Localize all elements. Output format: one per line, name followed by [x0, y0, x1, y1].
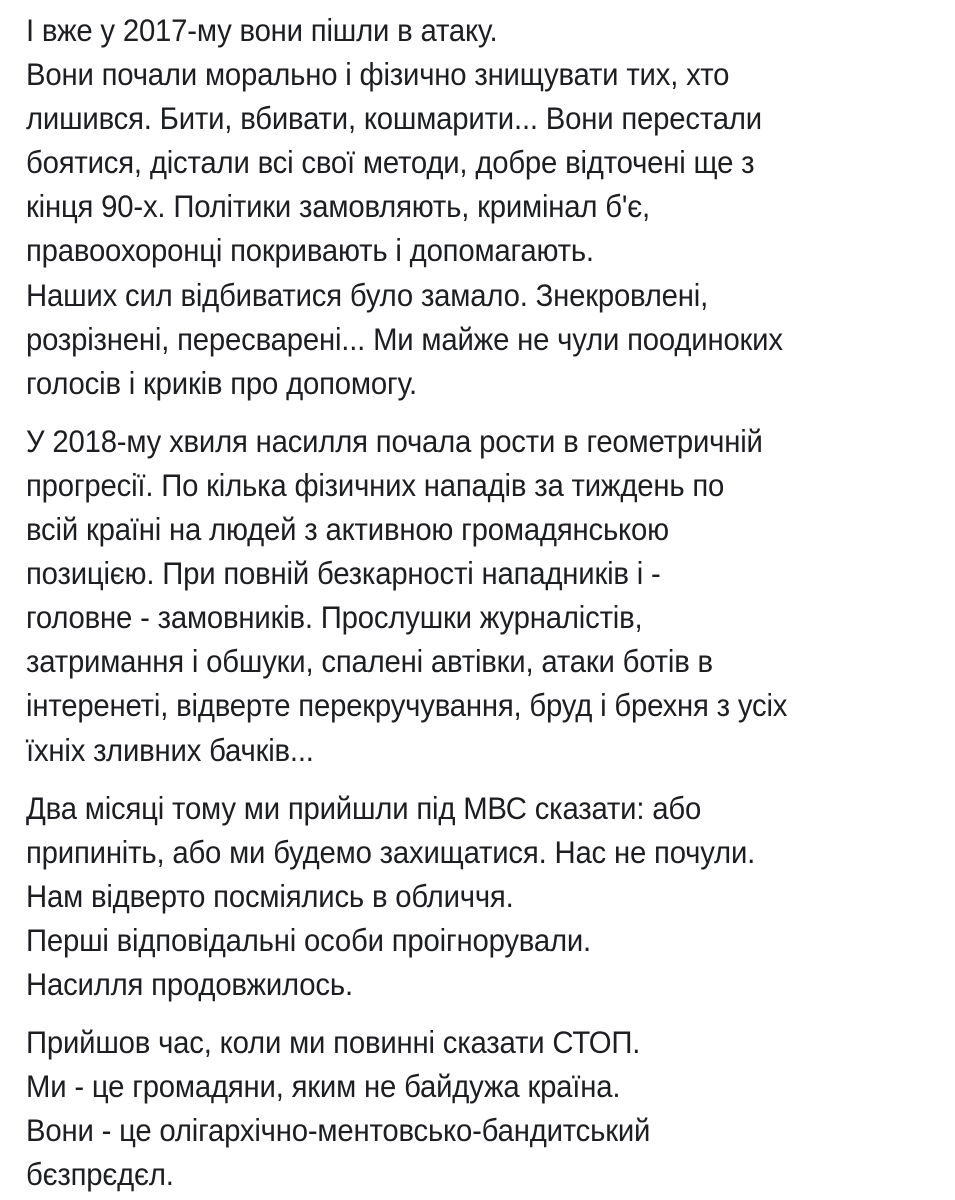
- text-line: розрізнені, пересварені... Ми майже не чули поодиноких: [26, 320, 783, 357]
- text-line: всій країні на людей з активною громадянською: [26, 511, 669, 548]
- text-line: Прийшов час, коли ми повинні сказати СТОП.: [26, 1024, 641, 1061]
- text-line: Нам відверто посміялись в обличчя.: [26, 877, 514, 914]
- text-line: Вони почали морально і фізично знищувати тих, хто: [26, 56, 730, 93]
- paragraph-1: [26, 8, 882, 405]
- text-line: У 2018-му хвиля насилля почала рости в геометричній: [26, 422, 763, 459]
- paragraph-3: [26, 786, 882, 1006]
- post-text: [26, 8, 882, 1196]
- text-line: І вже у 2017-му вони пішли в атаку.: [26, 12, 498, 48]
- text-line: затримання і обшуки, спалені автівки, атаки ботів в: [26, 643, 713, 680]
- paragraph-2: [26, 419, 882, 772]
- text-line: Два місяці тому ми прийшли під МВС сказати: або: [26, 789, 702, 826]
- text-line: їхніх зливних бачків...: [26, 731, 314, 768]
- text-line: боятися, дістали всі свої методи, добре відточені ще з: [26, 144, 755, 181]
- text-line: Насилля продовжилось.: [26, 965, 353, 1002]
- text-line: бєзпрєдєл.: [26, 1156, 174, 1193]
- text-line: Вони - це олігархічно-ментовсько-бандитський: [26, 1112, 651, 1149]
- text-line: інтеренеті, відверте перекручування, бруд і брехня з усіх: [26, 687, 788, 724]
- text-line: головне - замовників. Прослушки журналістів,: [26, 599, 643, 636]
- text-line: Наших сил відбиватися було замало. Знекровлені,: [26, 276, 709, 313]
- text-line: Перші відповідальні особи проігнорували.: [26, 921, 592, 958]
- text-line: Ми - це громадяни, яким не байдужа країна.: [26, 1068, 621, 1105]
- paragraph-4: [26, 1020, 882, 1196]
- text-line: кінця 90-х. Політики замовляють, кримінал б'є,: [26, 188, 650, 225]
- text-line: голосів і криків про допомогу.: [26, 364, 417, 401]
- text-line: лишився. Бити, вбивати, кошмарити... Вони перестали: [26, 100, 762, 137]
- text-line: прогресії. По кілька фізичних нападів за тиждень по: [26, 466, 725, 503]
- text-line: правоохоронці покривають і допомагають.: [26, 232, 594, 269]
- text-line: позицією. При повній безкарності нападників і -: [26, 555, 661, 592]
- text-line: припиніть, або ми будемо захищатися. Нас не почули.: [26, 833, 756, 870]
